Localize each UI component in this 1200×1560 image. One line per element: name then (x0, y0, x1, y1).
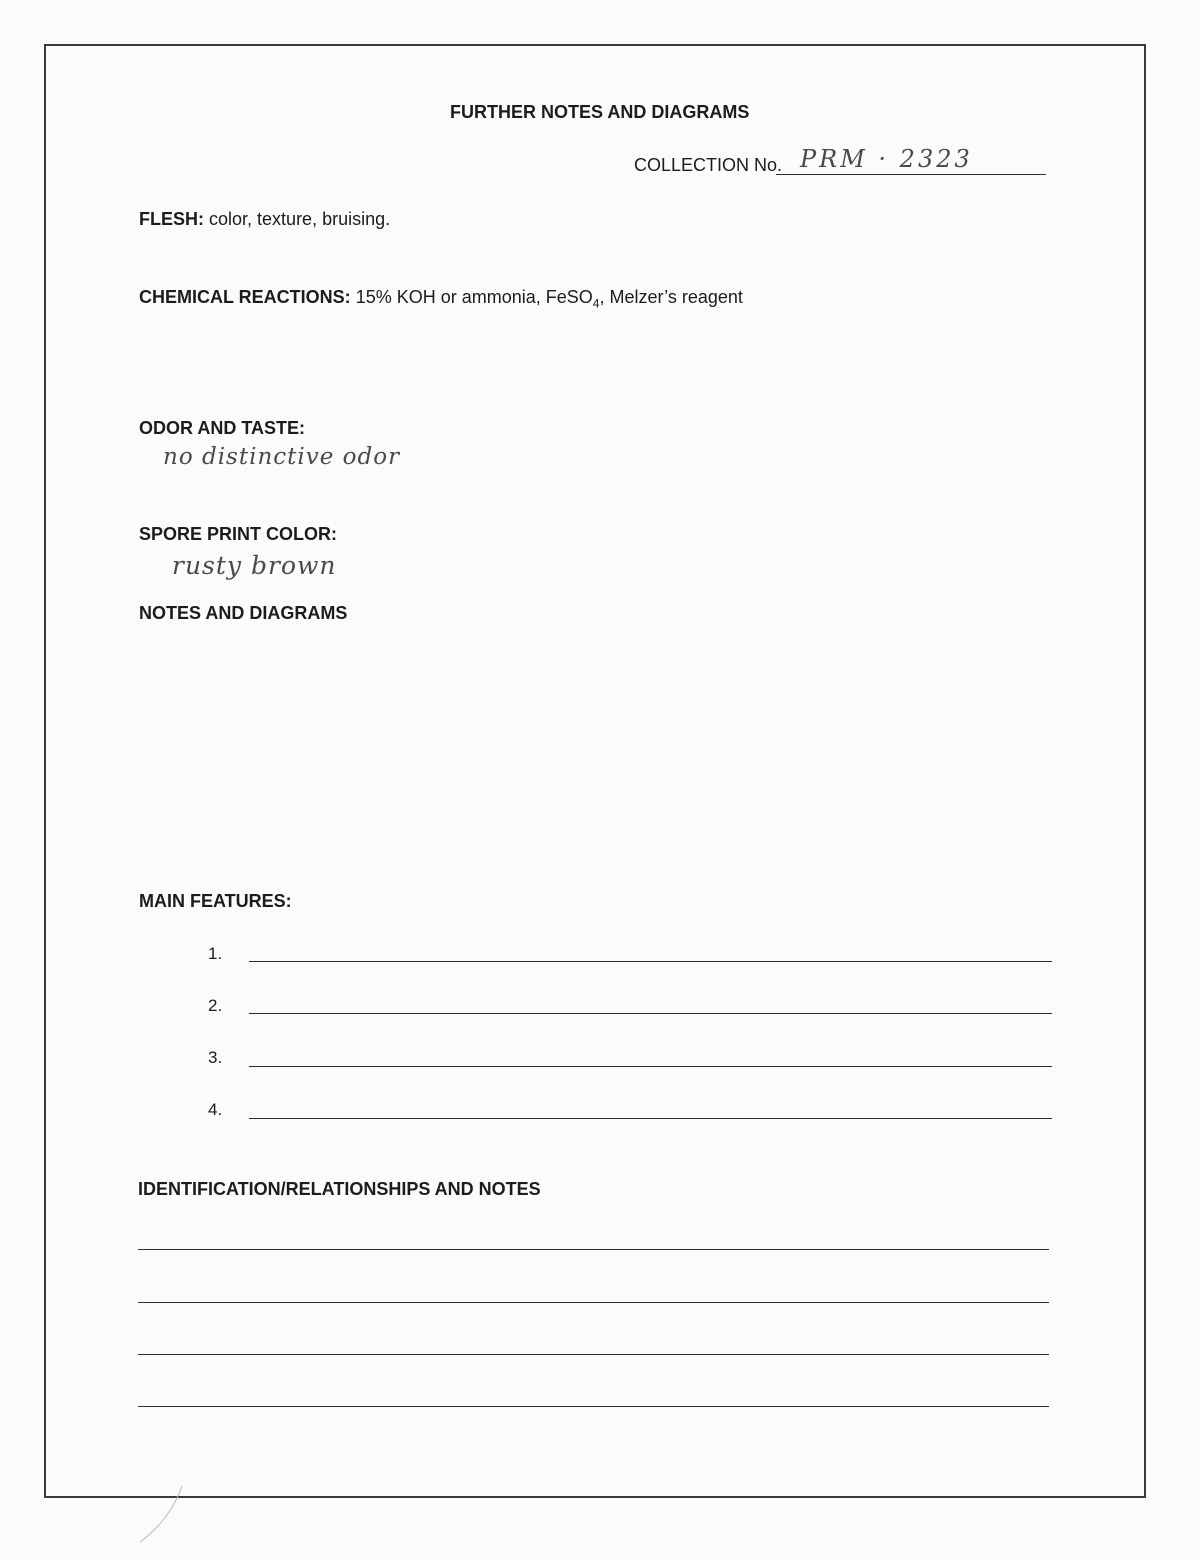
main-features-label: MAIN FEATURES: (139, 891, 292, 911)
flesh-label: FLESH: (139, 209, 204, 229)
feature-line-2 (249, 1013, 1052, 1014)
identification-label: IDENTIFICATION/RELATIONSHIPS AND NOTES (138, 1179, 541, 1199)
chemical-hint-subscript: 4 (592, 296, 600, 311)
form-title: FURTHER NOTES AND DIAGRAMS (450, 102, 750, 122)
identification-line-4 (138, 1406, 1049, 1407)
chemical-hint-suffix: , Melzer’s reagent (599, 287, 743, 307)
feature-line-3 (249, 1066, 1052, 1067)
chemical-hint-prefix: 15% KOH or ammonia, FeSO (355, 287, 593, 307)
feature-number-2: 2. (208, 996, 223, 1015)
scan-mark-stroke (120, 1480, 200, 1560)
chemical-reactions-hint (355, 287, 743, 311)
chemical-reactions-section (139, 286, 743, 315)
flesh-section (139, 208, 390, 230)
form-border (44, 44, 1146, 1498)
feature-number-1: 1. (208, 944, 223, 963)
flesh-hint: color, texture, bruising. (209, 209, 391, 229)
spore-print-value: rusty brown (172, 551, 337, 580)
odor-taste-value: no distinctive odor (163, 444, 401, 470)
spore-print-label: SPORE PRINT COLOR: (139, 524, 338, 544)
odor-taste-label: ODOR AND TASTE: (139, 418, 305, 438)
identification-line-1 (138, 1249, 1049, 1250)
collection-label: COLLECTION No. (634, 155, 783, 175)
collection-number-value: PRM · 2323 (800, 145, 973, 173)
identification-line-3 (138, 1354, 1049, 1355)
notes-diagrams-label: NOTES AND DIAGRAMS (139, 603, 348, 623)
collection-number-line (776, 174, 1046, 175)
feature-number-3: 3. (208, 1048, 223, 1067)
feature-line-1 (249, 961, 1052, 962)
identification-line-2 (138, 1302, 1049, 1303)
chemical-reactions-label: CHEMICAL REACTIONS: (139, 287, 351, 307)
feature-line-4 (249, 1118, 1052, 1119)
feature-number-4: 4. (208, 1100, 223, 1119)
